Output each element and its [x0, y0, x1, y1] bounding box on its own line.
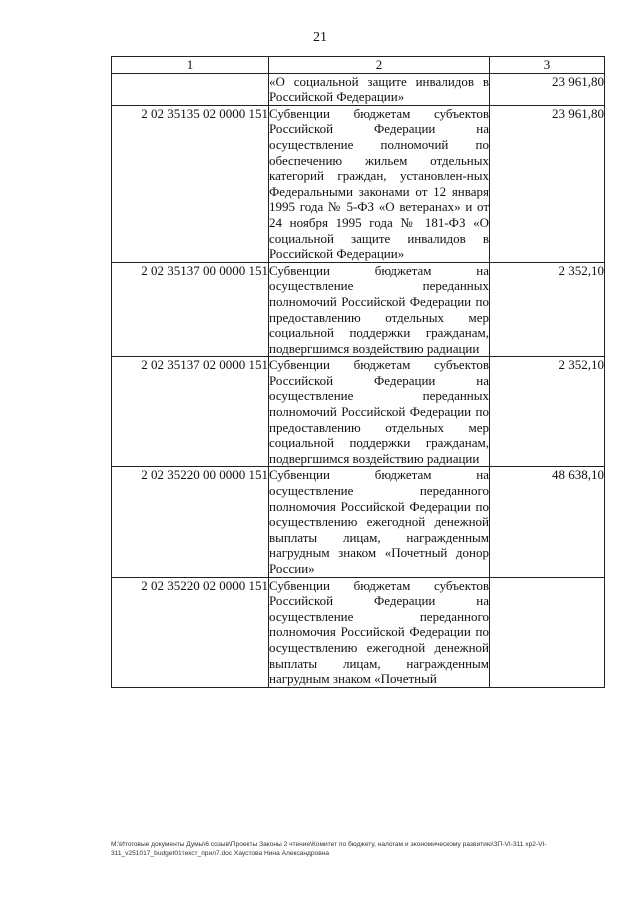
row-description-text: Субвенции бюджетам субъектов Российской Федерации на осуществление переданного полномочия Российской Федерации по осуществлению ежегодной денежной выплаты лицам, награжденным нагрудным знаком «Почетный — [269, 577, 489, 687]
table-row — [112, 467, 605, 577]
footer-line-2: 311_v251017_budget01текст_прил7.doc Хаустова Нина Александровна — [111, 850, 330, 857]
row-amount: 23 961,80 — [490, 73, 605, 105]
row-code: 2 02 35220 00 0000 151 — [112, 467, 269, 577]
document-path-footer — [111, 840, 611, 858]
row-amount: 48 638,10 — [490, 467, 605, 577]
row-code: 2 02 35137 00 0000 151 — [112, 262, 269, 357]
table-row — [112, 105, 605, 262]
row-description — [269, 577, 490, 687]
column-header-3: 3 — [490, 57, 605, 74]
row-description-text: «О социальной защите инвалидов в Российской Федерации» — [269, 73, 489, 105]
row-description — [269, 105, 490, 262]
row-amount: 2 352,10 — [490, 262, 605, 357]
table-row — [112, 262, 605, 357]
column-header-2: 2 — [269, 57, 490, 74]
row-code — [112, 73, 269, 105]
row-code: 2 02 35220 02 0000 151 — [112, 577, 269, 687]
row-description — [269, 357, 490, 467]
row-description-text: Субвенции бюджетам на осуществление переданного полномочия Российской Федерации по осуществлению ежегодной денежной выплаты лицам, награжденным нагрудным знаком «Почетный донор России» — [269, 467, 489, 576]
column-header-1: 1 — [112, 57, 269, 74]
row-description-text: Субвенции бюджетам на осуществление переданных полномочий Российской Федерации по предоставлению отдельных мер социальной поддержки гражданам, подвергшимся воздействию радиации — [269, 262, 489, 356]
row-amount: 23 961,80 — [490, 105, 605, 262]
table-row — [112, 577, 605, 687]
budget-table — [111, 56, 605, 688]
row-code: 2 02 35137 02 0000 151 — [112, 357, 269, 467]
row-amount — [490, 577, 605, 687]
table-header-row — [112, 57, 605, 74]
row-description — [269, 467, 490, 577]
footer-line-1: M:\Итоговые документы Думы\6 созыв\Проекты Законы 2 чтение\Комитет по бюджету, налогам и экономическому развитию\ЗП-VI-311 хр2-VI- — [111, 841, 547, 848]
row-description — [269, 262, 490, 357]
table-row — [112, 357, 605, 467]
row-description — [269, 73, 490, 105]
row-description-text: Субвенции бюджетам субъектов Российской Федерации на осуществление переданных полномочий Российской Федерации по предоставлению отдельных мер социальной поддержки гражданам, подвергшимся воздействию радиации — [269, 357, 489, 466]
row-amount: 2 352,10 — [490, 357, 605, 467]
table-row — [112, 73, 605, 105]
row-description-text: Субвенции бюджетам субъектов Российской Федерации на осуществление полномочий по обеспечению жильем отдельных категорий граждан, установлен-ных Федеральными законами от 12 января 1995 года № 5-ФЗ «О ветеранах» и от 24 ноября 1995 года № 181-ФЗ «О социальной защите инвалидов в Российской Федерации» — [269, 105, 489, 262]
page-number: 21 — [313, 30, 327, 45]
row-code: 2 02 35135 02 0000 151 — [112, 105, 269, 262]
